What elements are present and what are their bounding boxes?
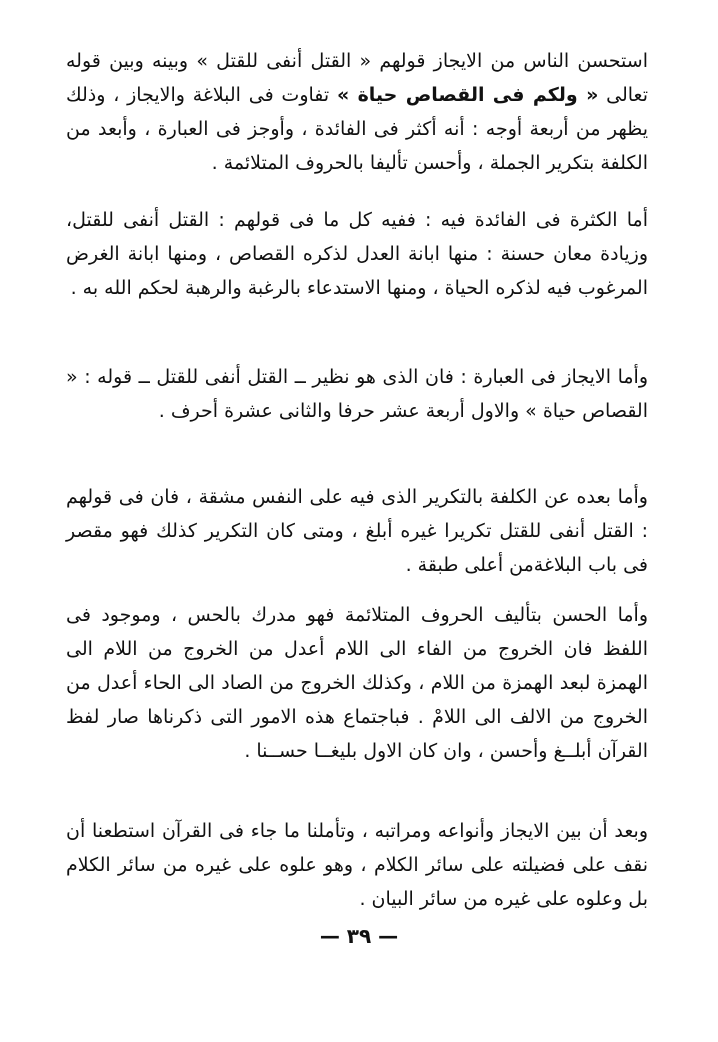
paragraph-6: وبعد أن بين الايجاز وأنواعه ومراتبه ، وتأملنا ما جاء فى القرآن استطعنا أن نقف على فضيلته على سائر الكلام ، وهو علوه على غيره من سائر الكلام بل وعلوه على غيره من سائر البيان . <box>66 820 648 910</box>
paragraph-2: أما الكثرة فى الفائدة فيه : ففيه كل ما فى قولهم : القتل أنفى للقتل، وزيادة معان حسنة : منها ابانة العدل لذكره القصاص ، ومنها ابانة الغرض المرغوب فيه لذكره الحياة ، ومنها الاستدعاء بالرغبة والرهبة لحكم الله به . <box>66 209 648 299</box>
paragraph-4: وأما بعده عن الكلفة بالتكرير الذى فيه على النفس مشقة ، فان فى قولهم : القتل أنفى للقتل تكريرا غيره أبلغ ، ومتى كان التكرير كذلك فهو مقصر فى باب البلاغةمن أعلى طبقة . <box>66 486 648 576</box>
quran-verse-quote: « ولكم فى القصاص حياة » <box>336 84 599 106</box>
page-number: — ٣٩ — <box>319 924 399 948</box>
paragraph-1-part2: تفاوت فى البلاغة والايجاز ، وذلك يظهر من أربعة أوجه : أنه أكثر فى الفائدة ، وأوجز فى العبارة ، وأبعد من الكلفة بتكرير الجملة ، وأحسن تأليفا بالحروف المتلائمة . <box>66 84 648 174</box>
paragraph-5: وأما الحسن بتأليف الحروف المتلائمة فهو مدرك بالحس ، وموجود فى اللفظ فان الخروج من الفاء الى اللام أعدل من الخروج من اللام الى الهمزة لبعد الهمزة من اللام ، وكذلك الخروج من الصاد الى الحاء أعدل من الخروج من الالف الى اللامْ . فباجتماع هذه الامور التى ذكرناها صار لفظ القرآن أبلــغ وأحسن ، وان كان الاول بليغــا حســنا . <box>66 604 648 762</box>
paragraph-1-part1: استحسن الناس من الايجاز قولهم « القتل أنفى للقتل » وبينه وبين قوله تعالى <box>66 50 648 106</box>
paragraph-3: وأما الايجاز فى العبارة : فان الذى هو نظير ــ القتل أنفى للقتل ــ قوله : « القصاص حياة » والاول أربعة عشر حرفا والثانى عشرة أحرف . <box>66 366 648 422</box>
paragraph-1 <box>66 44 648 180</box>
